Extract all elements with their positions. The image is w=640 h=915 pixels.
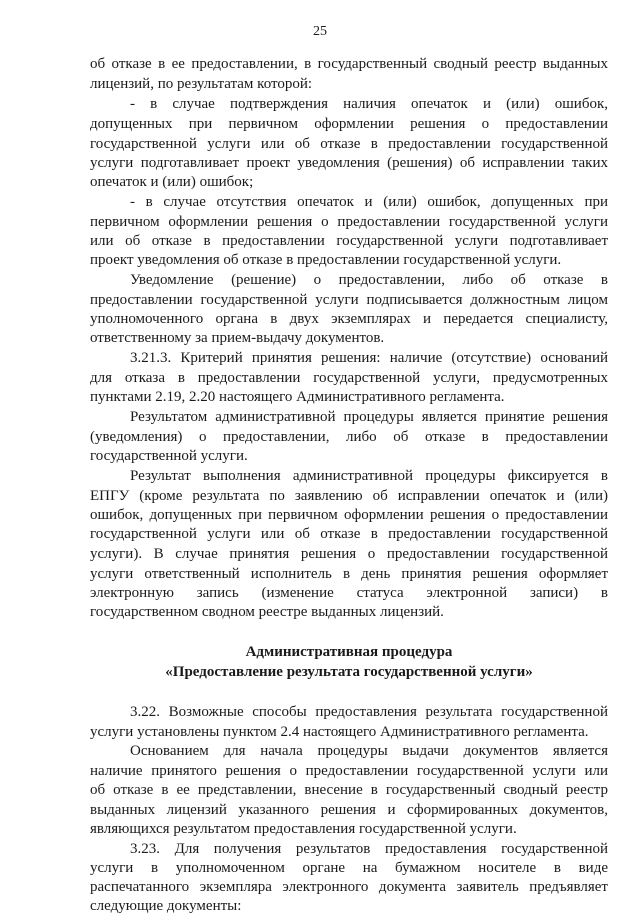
text-line: (уведомления) о предоставлении, либо об отказе в предоставлении [90, 429, 608, 445]
text-line: услуги в уполномоченном органе на бумажном носителе в виде [90, 860, 608, 876]
page-number: 25 [313, 24, 327, 39]
text-line: распечатанного экземпляра электронного документа заявитель предъявляет [90, 879, 608, 895]
text-line: услуги ответственный исполнитель в день принятия решения оформляет [90, 566, 608, 582]
text-line: выданных лицензий указанного решения и сформированных документов, [90, 802, 608, 818]
text-line: лицензий, по результатам которой: [90, 76, 313, 92]
text-line: Результатом административной процедуры является принятие решения [130, 409, 608, 425]
text-line: проект уведомления об отказе в предоставлении государственной услуги. [90, 252, 562, 268]
text-line: первичном оформлении решения о предоставлении государственной услуги [90, 214, 608, 230]
text-line: допущенных при первичном оформлении решения о предоставлении [90, 116, 608, 132]
text-line: пунктами 2.19, 2.20 настоящего Административного регламента. [90, 389, 505, 405]
text-line: наличие принятого решения о предоставлении государственной услуги или [90, 763, 608, 779]
text-line: опечаток и (или) ошибок; [90, 174, 254, 190]
text-line: услуги подготавливает проект уведомления (решения) об исправлении таких [90, 155, 608, 171]
text-line: - в случае подтверждения наличия опечаток и (или) ошибок, [130, 96, 608, 112]
text-line: 3.22. Возможные способы предоставления результата государственной [130, 704, 608, 720]
text-line: государственном сводном реестре выданных лицензий. [90, 604, 444, 620]
text-line: или об отказе в предоставлении государственной услуги подготавливает [90, 233, 608, 249]
text-line: Результат выполнения административной процедуры фиксируется в [130, 468, 608, 484]
text-line: Уведомление (решение) о предоставлении, либо об отказе в [130, 272, 608, 288]
text-line: предоставлении государственной услуги подписывается должностным лицом [90, 292, 608, 308]
text-line: услуги). В случае принятия решения о предоставлении государственной [90, 546, 608, 562]
text-line: следующие документы: [90, 898, 242, 914]
text-line: услуги установлены пунктом 2.4 настоящего Административного регламента. [90, 724, 589, 740]
text-line: Основанием для начала процедуры выдачи документов является [130, 743, 608, 759]
text-line: для отказа в предоставлении государственной услуги, предусмотренных [90, 370, 608, 386]
text-line: уполномоченного органа в двух экземплярах и передается специалисту, [90, 311, 608, 327]
text-line: государственной услуги или об отказе в предоставлении государственной [90, 136, 608, 152]
section-heading: Административная процедура [245, 644, 453, 660]
text-line: ЕПГУ (кроме результата по заявлению об исправлении опечаток и (или) [90, 488, 608, 504]
text-line: электронную запись (изменение статуса электронной записи) в [90, 585, 608, 601]
section-subheading: «Предоставление результата государственной услуги» [165, 664, 533, 680]
text-line: ошибок, допущенных при первичном оформлении решения о предоставлении [90, 507, 608, 523]
text-line: об отказе в ее предоставлении, в государственный сводный реестр выданных [90, 56, 608, 72]
text-line: об отказе в ее представлении, внесение в государственный сводный реестр [90, 782, 608, 798]
text-line: государственной услуги. [90, 448, 248, 464]
text-line: 3.23. Для получения результатов предоставления государственной [130, 841, 608, 857]
text-line: являющихся результатом предоставления государственной услуги. [90, 821, 517, 837]
text-line: 3.21.3. Критерий принятия решения: наличие (отсутствие) оснований [130, 350, 608, 366]
text-line: государственной услуги или об отказе в предоставлении государственной [90, 526, 608, 542]
text-line: - в случае отсутствия опечаток и (или) ошибок, допущенных при [130, 194, 608, 210]
text-line: ответственному за прием-выдачу документов. [90, 330, 385, 346]
